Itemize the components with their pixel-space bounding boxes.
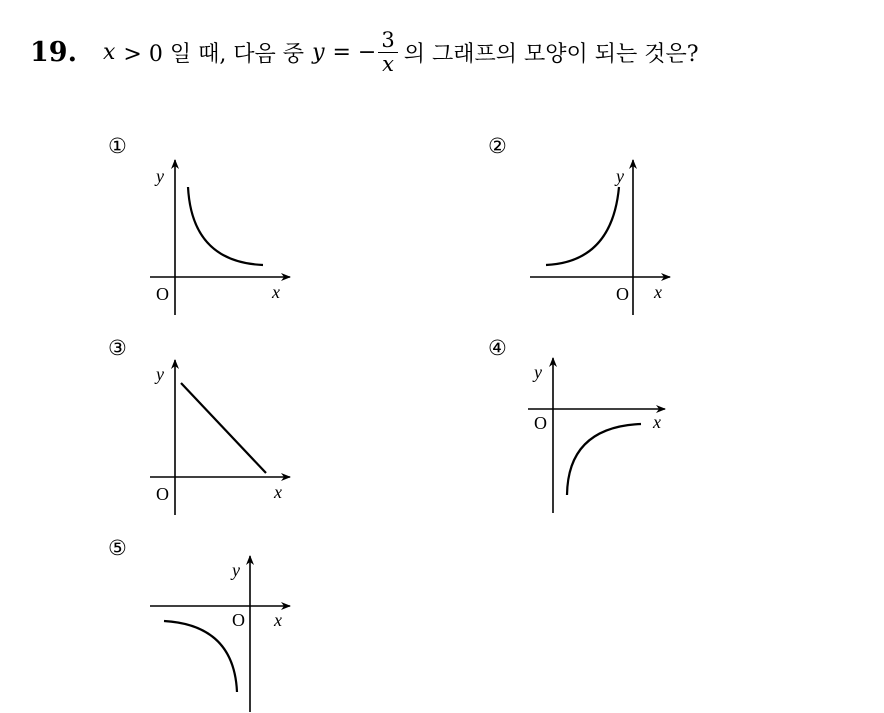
choice-3-label[interactable]: ③: [108, 336, 127, 360]
choice-5-label[interactable]: ⑤: [108, 536, 127, 560]
choice-5-graph[interactable]: [140, 550, 300, 713]
y-axis-label: y: [616, 166, 624, 186]
question-stem: [30, 22, 699, 82]
choice-1-graph[interactable]: [140, 150, 300, 320]
curve: [164, 621, 237, 692]
question-text-tail: 의 그래프의 모양이 되는 것은?: [403, 41, 699, 67]
fraction-numerator: 3: [381, 28, 395, 53]
choice-3-graph[interactable]: [140, 350, 300, 520]
x-axis-label: x: [654, 282, 662, 302]
curve: [546, 187, 619, 265]
y-axis-label: y: [232, 560, 240, 580]
origin-label: O: [232, 610, 245, 630]
choice-4-graph[interactable]: [520, 350, 680, 520]
decreasing-line: [181, 383, 266, 473]
curve: [188, 187, 263, 265]
equation-y: y: [312, 39, 325, 65]
y-axis-label: y: [156, 364, 164, 384]
condition-variable: x: [102, 39, 116, 65]
choice-4-label[interactable]: ④: [488, 336, 507, 360]
choice-1-label[interactable]: ①: [108, 134, 127, 158]
x-axis-label: x: [653, 412, 661, 432]
fraction-denominator: x: [382, 51, 394, 76]
x-axis-label: x: [272, 282, 280, 302]
y-axis-label: y: [534, 362, 542, 382]
condition-text: > 0 일 때, 다음 중: [123, 41, 305, 67]
y-axis-label: y: [156, 166, 164, 186]
question-text: [103, 29, 699, 74]
equation-equals-minus: = −: [332, 39, 377, 65]
question-number: 19.: [30, 36, 77, 68]
x-axis-label: x: [274, 610, 282, 630]
origin-label: O: [534, 413, 547, 433]
origin-label: O: [616, 284, 629, 304]
choice-2-graph[interactable]: [520, 150, 680, 320]
curve: [567, 424, 641, 495]
choice-2-label[interactable]: ②: [488, 134, 507, 158]
origin-label: O: [156, 484, 169, 504]
origin-label: O: [156, 284, 169, 304]
equation-fraction: [378, 29, 397, 74]
x-axis-label: x: [274, 482, 282, 502]
